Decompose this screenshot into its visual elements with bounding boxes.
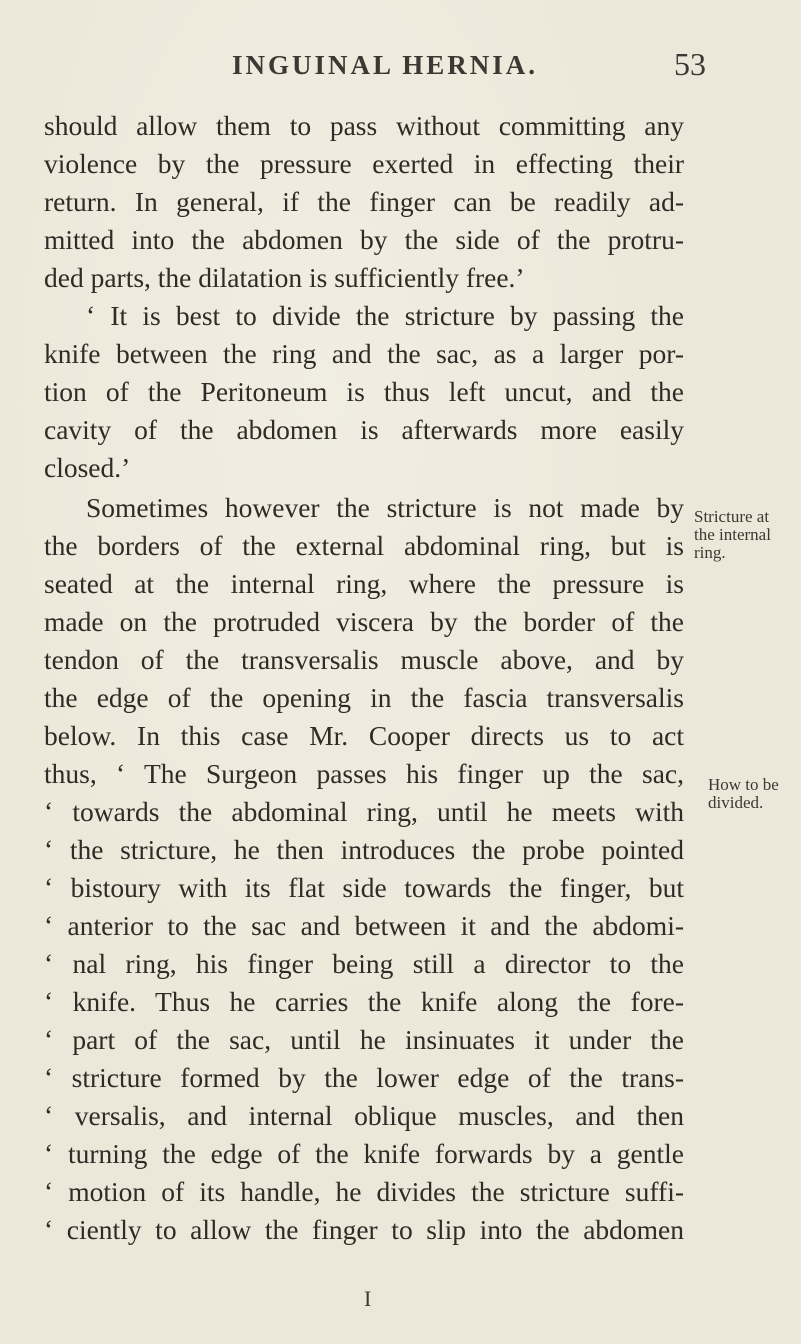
text-line: ‘ ciently to allow the finger to slip into the abdomen <box>44 1214 684 1245</box>
running-title: INGUINAL HERNIA. <box>232 50 539 80</box>
text-line: ‘ stricture formed by the lower edge of the trans- <box>44 1062 684 1093</box>
text-line: return. In general, if the finger can be readily ad- <box>44 186 684 217</box>
text-line: the borders of the external abdominal ring, but is <box>44 530 684 561</box>
text-line: ‘ nal ring, his finger being still a director to the <box>44 948 684 979</box>
text-line: tendon of the transversalis muscle above, and by <box>44 644 684 675</box>
text-line: ded parts, the dilatation is sufficiently free.’ <box>44 262 525 293</box>
margin-note-stricture <box>694 508 771 562</box>
margin-note-how-divided <box>708 776 779 812</box>
text-line: Sometimes however the stricture is not made by <box>86 492 684 523</box>
margin-note-line: Stricture at <box>694 507 770 526</box>
text-line: seated at the internal ring, where the pressure is <box>44 568 684 599</box>
page-number: 53 <box>674 46 706 82</box>
text-line: ‘ It is best to divide the stricture by passing the <box>86 300 684 331</box>
text-line: ‘ versalis, and internal oblique muscles, and then <box>44 1100 684 1131</box>
text-line: closed.’ <box>44 452 131 483</box>
signature-mark: I <box>364 1286 372 1311</box>
text-line: cavity of the abdomen is afterwards more easily <box>44 414 684 445</box>
text-line: ‘ towards the abdominal ring, until he meets with <box>44 796 684 827</box>
text-line: ‘ turning the edge of the knife forwards by a gentle <box>44 1138 684 1169</box>
text-line: ‘ the stricture, he then introduces the probe pointed <box>44 834 684 865</box>
text-line: below. In this case Mr. Cooper directs us to act <box>44 720 684 751</box>
text-line: made on the protruded viscera by the border of the <box>44 606 684 637</box>
text-line: tion of the Peritoneum is thus left uncut, and the <box>44 376 684 407</box>
text-line: the edge of the opening in the fascia transversalis <box>44 682 684 713</box>
margin-note-line: ring. <box>694 543 726 562</box>
text-line: ‘ bistoury with its flat side towards the finger, but <box>44 872 684 903</box>
text-line: ‘ anterior to the sac and between it and the abdomi- <box>44 910 684 941</box>
margin-note-line: divided. <box>708 793 764 812</box>
text-line: ‘ part of the sac, until he insinuates it under the <box>44 1024 684 1055</box>
text-line: ‘ knife. Thus he carries the knife along the fore- <box>44 986 684 1017</box>
text-line: mitted into the abdomen by the side of the protru- <box>44 224 684 255</box>
text-line: thus, ‘ The Surgeon passes his finger up the sac, <box>44 758 684 789</box>
margin-note-line: the internal <box>694 525 771 544</box>
running-head <box>0 46 801 86</box>
text-line: should allow them to pass without committing any <box>44 110 684 141</box>
text-line: knife between the ring and the sac, as a larger por- <box>44 338 684 369</box>
text-line: ‘ motion of its handle, he divides the stricture suffi- <box>44 1176 684 1207</box>
margin-note-line: How to be <box>708 775 779 794</box>
text-line: violence by the pressure exerted in effecting their <box>44 148 684 179</box>
